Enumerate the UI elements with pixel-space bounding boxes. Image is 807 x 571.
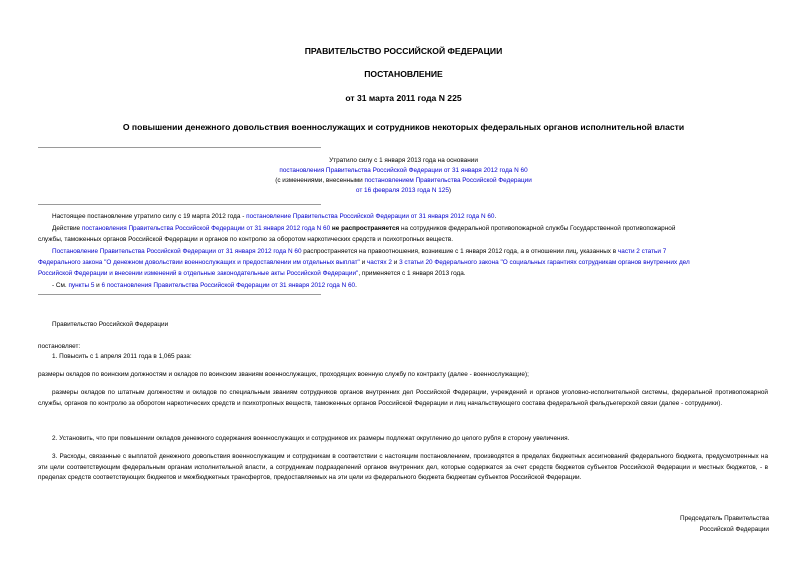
- comment-bold: не распространяется: [330, 225, 400, 232]
- comment-text: , применяется с 1 января 2013 года.: [358, 270, 466, 277]
- paragraph-3: 3. Расходы, связанные с выплатой денежного довольствия военнослужащим и сотрудникам в соответствии с настоящим постановлением, производятся в пределах бюджетных ассигнований федерального бюджета, предусмотренных на эти цели соответствующим федеральным органам исполнительной власти, а сотрудникам подразделений органов внутренних дел, которые содержатся за счет средств бюджетов субъектов Российской Федерации и местных бюджетов, - в пределах средств соответствующих бюджетов и межбюджетных трансфертов, предоставляемых на эти цели из федерального бюджета бюджетам субъектов Российской Федерации.: [38, 453, 768, 481]
- comment-line-2: [52, 224, 675, 234]
- resolves: постановляет:: [38, 343, 81, 350]
- divider: [38, 294, 321, 295]
- comment-line-3c: [38, 269, 466, 279]
- comment-link[interactable]: постановление Правительства Российской Федерации от 31 января 2012 года N 60: [246, 213, 495, 220]
- comment-text: Действие: [52, 225, 82, 232]
- signature-block: [680, 514, 769, 535]
- issuer: Правительство Российской Федерации: [52, 321, 169, 328]
- comment-link[interactable]: частях 2: [366, 259, 392, 266]
- comment-text: .: [355, 282, 357, 289]
- paragraph-1: 1. Повысить с 1 апреля 2011 года в 1,065 раза:: [52, 353, 192, 360]
- comment-line-3: [52, 247, 666, 257]
- paragraph-1a: размеры окладов по воинским должностям и окладов по воинским званиям военнослужащих, проходящих военную службу по контракту (далее - военнослужащие);: [38, 371, 529, 378]
- status-note: [0, 156, 807, 196]
- comment-text: и: [359, 259, 367, 266]
- comment-link[interactable]: 3 статьи 20 Федерального закона "О социальных гарантиях сотрудникам органов внутренних дел: [399, 259, 690, 266]
- comment-link[interactable]: постановления Правительства Российской Федерации от 31 января 2012 года N 60: [81, 225, 331, 232]
- comment-link[interactable]: Федерального закона "О денежном довольствии военнослужащих и предоставлении им отдельных выплат": [38, 259, 360, 266]
- status-note-link[interactable]: постановления Правительства Российской Федерации от 31 января 2012 года N 60: [279, 167, 528, 174]
- document-title: О повышении денежного довольствия военнослужащих и сотрудников некоторых федеральных органов исполнительной власти: [122, 122, 685, 132]
- comment-link[interactable]: Российской Федерации и внесении изменений в отдельные законодательные акты Российской Федерации": [38, 270, 359, 277]
- amendment-date-link[interactable]: от 16 февраля 2013 года N 125: [355, 187, 449, 194]
- comment-text: .: [494, 213, 497, 220]
- signature-entity: Российской Федерации: [699, 525, 769, 533]
- divider: [38, 147, 321, 148]
- status-note-suffix: ): [448, 187, 452, 194]
- comment-link[interactable]: 6 постановления Правительства Российской Федерации от 31 января 2012 года N 60: [101, 282, 356, 289]
- comment-line-1: [52, 212, 496, 222]
- comment-text: распространяется на правоотношения, возникшие с 1 января 2012 года, а в отношении лиц, указанных в: [301, 248, 618, 255]
- divider: [38, 204, 321, 205]
- comment-text: и: [391, 259, 400, 266]
- comment-line-2b: службы, таможенных органов Российской Федерации и органов по контролю за оборотом наркотических средств и психотропных веществ.: [38, 236, 454, 243]
- comment-text: на сотрудников федеральной противопожарной службы Государственной противопожарной: [399, 225, 676, 232]
- status-note-prefix: (с изменениями, внесенными: [275, 177, 365, 184]
- government-heading: ПРАВИТЕЛЬСТВО РОССИЙСКОЙ ФЕДЕРАЦИИ: [304, 46, 503, 56]
- paragraph-2: 2. Установить, что при повышении окладов денежного содержания военнослужащих и сотрудников их размеры подлежат округлению до целого рубля в сторону увеличения.: [52, 435, 570, 442]
- amendment-link[interactable]: постановлением Правительства Российской Федерации: [364, 177, 532, 184]
- comment-text: - См.: [52, 282, 69, 289]
- comment-line-3b: [38, 258, 690, 268]
- comment-text: и: [94, 282, 102, 289]
- comment-text: Настоящее постановление утратило силу с 19 марта 2012 года -: [52, 213, 247, 220]
- status-note-line: Утратило силу с 1 января 2013 года на основании: [329, 157, 478, 164]
- comment-link[interactable]: пункты 5: [68, 282, 95, 289]
- comment-link[interactable]: части 2 статьи 7: [617, 248, 667, 255]
- comment-line-4: [52, 281, 357, 291]
- document-date-number: от 31 марта 2011 года N 225: [345, 93, 462, 103]
- signature-title: Председатель Правительства: [680, 515, 769, 522]
- comment-link[interactable]: Постановление Правительства Российской Федерации от 31 января 2012 года N 60: [52, 248, 302, 255]
- paragraph-1b: размеры окладов по штатным должностям и окладов по специальным званиям сотрудников органов внутренних дел Российской Федерации, учреждений и органов уголовно-исполнительной системы, федеральной противопожарной службы, органов по контролю за оборотом наркотических средств и психотропных веществ, таможенных органов Российской Федерации и лиц начальствующего состава федеральной фельдъегерской связи (далее - сотрудники).: [38, 389, 768, 407]
- document-type: ПОСТАНОВЛЕНИЕ: [364, 69, 443, 79]
